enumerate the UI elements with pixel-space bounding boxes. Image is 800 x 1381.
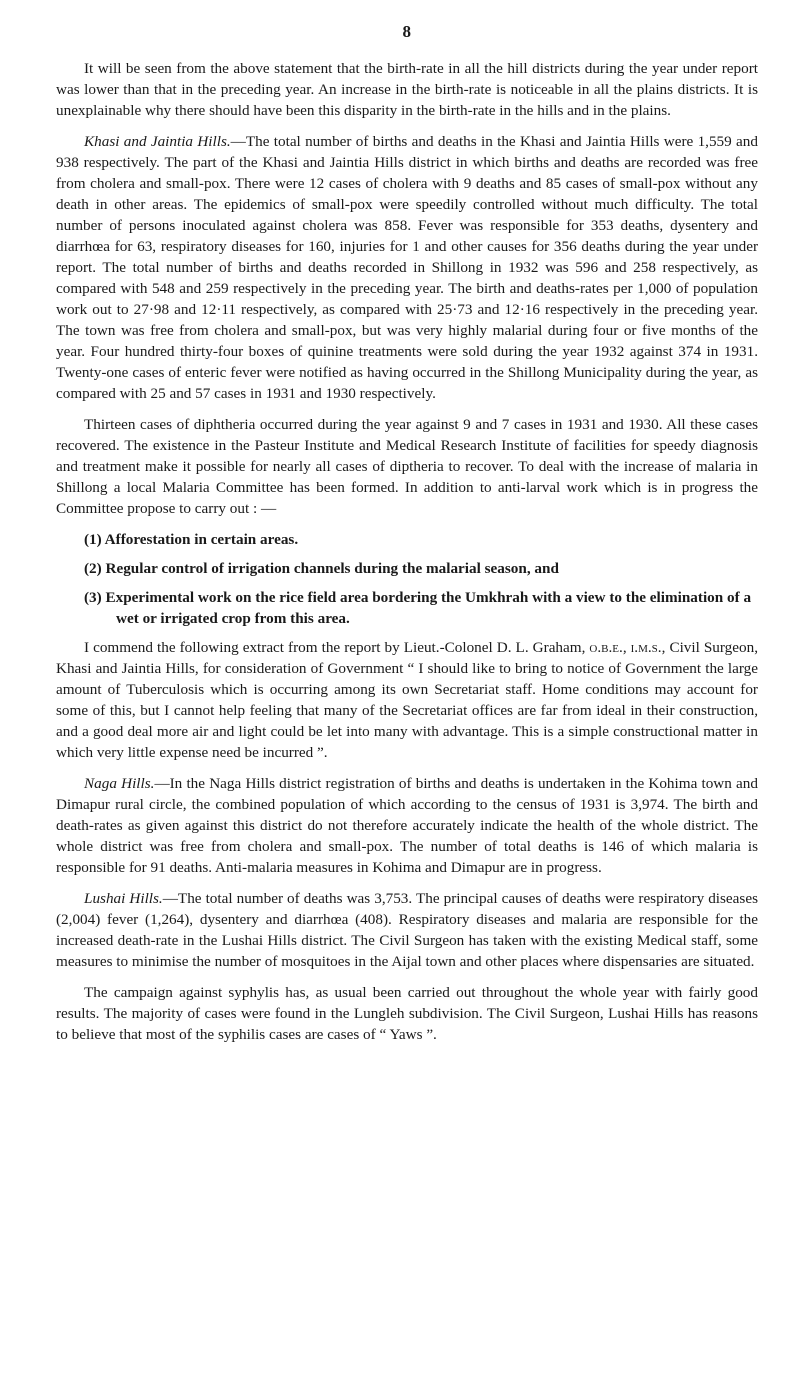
paragraph-commend-extract [56,637,758,763]
paragraph-birth-rate: It will be seen from the above statement that the birth-rate in all the hill districts during the year under report was lower than that in the preceding year. An increase in the birth-rate is noticeable in all the plains districts. It is unexplainable why there should have been this disparity in the birth-rate in the hills and in the plains. [56,60,758,119]
commend-text-before: I commend the following extract from the report by Lieut.-Colonel D. L. Graham, [84,639,590,656]
section-heading-lushai-hills: Lushai Hills. [84,890,163,907]
list-item-experimental-work: (3) Experimental work on the rice field area bordering the Umkhrah with a view to the elimination of a wet or irrigated crop from this area. [84,589,752,627]
list-item-irrigation-control: (2) Regular control of irrigation channels during the malarial season, and [84,560,559,577]
document-page [56,22,758,1055]
section-heading-naga-hills: Naga Hills. [84,775,155,792]
list-item-afforestation: (1) Afforestation in certain areas. [84,531,299,548]
paragraph-naga-hills [56,773,758,878]
commend-text-after: , Civil Surgeon, Khasi and Jaintia Hills, for consideration of Government “ I should like to bring to notice of Government the large amount of Tuberculosis which is occurring among its own Secretariat staff. Home conditions may account for some of this, but I cannot help feeling that many of the Secretariat offices are far from ideal in their construction, and a good deal more air and light could be let into many with advantage. This is a simple constructional matter in which very little expense need be incurred ”. [56,639,759,761]
page-number: 8 [402,22,412,41]
paragraph-naga-hills-text: —In the Naga Hills district registration of births and deaths is undertaken in the Kohima town and Dimapur rural circle, the combined population of which according to the census of 1931 is 3,974. The birth and death-rates as given against this district do not therefore accurately indicate the health of the whole district. The whole district was free from cholera and small-pox. The number of total deaths is 146 of which malaria is responsible for 91 deaths. Anti-malaria measures in Kohima and Dimapur are in progress. [56,775,758,876]
paragraph-lushai-hills [56,888,758,972]
paragraph-syphilis-campaign: The campaign against syphylis has, as usual been carried out throughout the whole year with fairly good results. The majority of cases were found in the Lungleh subdivision. The Civil Surgeon, Lushai Hills has reasons to believe that most of the syphilis cases are cases of “ Yaws ”. [56,984,758,1043]
paragraph-khasi-jaintia-text: —The total number of births and deaths in the Khasi and Jaintia Hills were 1,559 and 938 respectively. The part of the Khasi and Jaintia Hills district in which births and deaths are recorded was free from cholera and small-pox. There were 12 cases of cholera with 9 deaths and 85 cases of small-pox without any death in other areas. The epidemics of small-pox were speedily controlled without much difficulty. The total number of persons inoculated against cholera was 858. Fever was responsible for 353 deaths, dysentery and diarrhœa for 63, respiratory diseases for 160, injuries for 1 and other causes for 356 deaths during the year under report. The total number of births and deaths recorded in Shillong in 1932 was 596 and 258 respectively, as compared with 548 and 259 respectively in the preceding year. The birth and deaths-rates per 1,000 of population work out to 27·98 and 12·11 respectively, as compared with 25·73 and 12·16 respectively in the preceding year. The town was free from cholera and small-pox, but was very highly malarial during four or five months of the year. Four hundred thirty-four boxes of quinine treatments were sold during the year 1932 against 374 in 1931. Twenty-one cases of enteric fever were notified as having occurred in the Shillong Municipality during the year, as compared with 25 and 57 cases in 1931 and 1930 respectively. [56,133,758,402]
paragraph-khasi-jaintia [56,131,758,404]
commend-honours: o.b.e., i.m.s. [589,639,662,656]
paragraph-lushai-hills-text: —The total number of deaths was 3,753. The principal causes of deaths were respiratory diseases (2,004) fever (1,264), dysentery and diarrhœa (408). Respiratory diseases and malaria are responsible for the increased death-rate in the Lushai Hills district. The Civil Surgeon has taken with the existing Medical staff, some measures to minimise the number of mosquitoes in the Aijal town and other places where dispensaries are situated. [56,890,758,970]
section-heading-khasi-jaintia: Khasi and Jaintia Hills. [84,133,231,150]
paragraph-diphtheria: Thirteen cases of diphtheria occurred during the year against 9 and 7 cases in 1931 and 1930. All these cases recovered. The existence in the Pasteur Institute and Medical Research Institute of facilities for speedy diagnosis and treatment make it possible for nearly all cases of diptheria to recover. To deal with the increase of malaria in Shillong a local Malaria Committee has been formed. In addition to anti-larval work which is in progress the Committee propose to carry out : — [56,416,758,517]
